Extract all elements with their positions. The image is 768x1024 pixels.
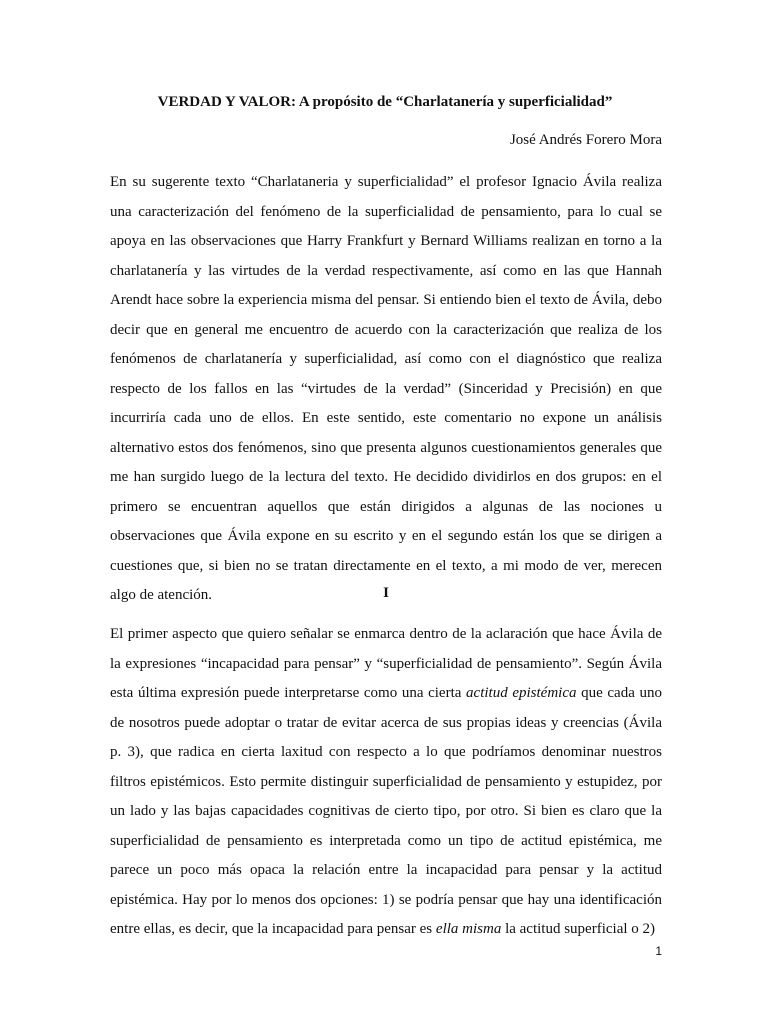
page-number: 1 <box>655 944 662 958</box>
document-title: VERDAD Y VALOR: A propósito de “Charlatanería y superficialidad” <box>157 94 613 110</box>
section-heading: I <box>383 585 389 601</box>
author-name: José Andrés Forero Mora <box>509 132 662 148</box>
paragraph-text-part-2: que cada uno de nosotros puede adoptar o tratar de evitar acerca de sus propias ideas y creencias (Ávila p. 3), que radica en cierta laxitud con respecto a lo que podríamos denominar nuestros filtros epistémicos. Esto permite distinguir superficialidad de pensamiento y estupidez, por un lado y las bajas capacidades cognitivas de cierto tipo, por otro. Si bien es claro que la superficialidad de pensamiento es interpretada como un tipo de actitud epistémica, me parece un poco más opaca la relación entre la incapacidad para pensar y la actitud epistémica. Hay por lo menos dos opciones: 1) se podría pensar que hay una identificación entre ellas, es decir, que la incapacidad para pensar es <box>110 685 662 937</box>
italic-term-ella-misma: ella misma <box>435 921 502 937</box>
italic-term-actitud-epistemica: actitud epistémica <box>466 685 577 701</box>
paragraph-text-part-1: El primer aspecto que quiero señalar se enmarca dentro de la aclaración que hace Ávila de la expresiones “incapacidad para pensar” y “superficialidad de pensamiento”. Según Ávila esta última expresión puede interpretarse como una cierta <box>110 626 662 701</box>
paragraph-section-1 <box>110 620 662 945</box>
paragraph-intro: En su sugerente texto “Charlataneria y superficialidad” el profesor Ignacio Ávila realiza una caracterización del fenómeno de la superficialidad de pensamiento, para lo cual se apoya en las observaciones que Harry Frankfurt y Bernard Williams realizan en torno a la charlatanería y las virtudes de la verdad respectivamente, así como en las que Hannah Arendt hace sobre la experiencia misma del pensar. Si entiendo bien el texto de Ávila, debo decir que en general me encuentro de acuerdo con la caracterización que realiza de los fenómenos de charlatanería y superficialidad, así como con el diagnóstico que realiza respecto de los fallos en las “virtudes de la verdad” (Sinceridad y Precisión) en que incurriría cada uno de ellos. En este sentido, este comentario no expone un análisis alternativo estos dos fenómenos, sino que presenta algunos cuestionamientos generales que me han surgido luego de la lectura del texto. He decidido dividirlos en dos grupos: en el primero se encuentran aquellos que están dirigidos a algunas de las nociones u observaciones que Ávila expone en su escrito y en el segundo están los que se dirigen a cuestiones que, si bien no se tratan directamente en el texto, a mi modo de ver, merecen algo de atención. <box>110 174 662 603</box>
paragraph-text-part-3: la actitud superficial o 2) <box>501 921 656 937</box>
